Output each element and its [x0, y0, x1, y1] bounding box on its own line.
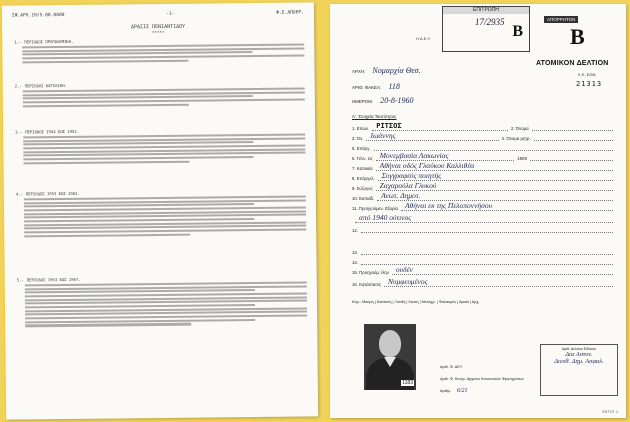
form-row-value: Μονεμβασία Λακωνίας — [379, 151, 449, 160]
form-row-value-field — [366, 131, 498, 141]
footer-row-label: Αριθ. Φ. Κεντρ. Αρχείου Κοινωνικών Φρονημάτων — [440, 377, 524, 381]
form-row — [352, 213, 616, 223]
signature-line-2: Διευθ. Δημ. Ασφαλ. — [554, 358, 604, 365]
header-page-number: -1- — [166, 11, 175, 17]
typed-text-line — [25, 319, 255, 324]
form-row-label-secondary: 2. Όνομα — [510, 126, 529, 131]
form-row-value-field — [361, 226, 613, 233]
form-row — [352, 131, 616, 141]
form-row-label: 10. Εκπαίδ. — [352, 196, 375, 201]
form-row — [352, 201, 616, 211]
form-row-value-field — [374, 144, 613, 151]
physical-check-row: Κόμ.: Μαύρη | Καστανή | Ξανθή | Λευκή | Μελαχρ. | Φαλακρός | Αραιά | Αρχ. — [352, 300, 480, 304]
section-number: 2.- — [14, 83, 22, 89]
form-row — [352, 226, 616, 233]
form-row-label: 8. Επάγγελ. — [352, 176, 375, 181]
form-row-value-field — [401, 201, 613, 211]
form-row-label: 15. Προηγούμ. ίλην — [352, 270, 389, 275]
form-row-label: 11. Προηγούμεν. Εξορία — [352, 206, 398, 211]
form-code-label: Κ.Ε. ΕΘΝ. — [578, 72, 597, 77]
form-row-value-field — [376, 161, 613, 171]
form-title: ΑΤΟΜΙΚΟΝ ΔΕΛΤΙΟΝ — [536, 60, 609, 67]
form-row-label: 16. Κατάστασις — [352, 282, 382, 287]
form-row-label: 3. Όν. — [352, 136, 364, 141]
footer-row — [440, 376, 530, 382]
form-row-value-field — [376, 151, 515, 161]
date-value: 20-8-1960 — [380, 96, 414, 105]
form-row-value-field — [361, 258, 613, 265]
form-row-label: 9. Σύζυγος — [352, 186, 373, 191]
form-row-value: Συγγραφεύς ποιητής — [381, 171, 442, 180]
stamp-haeu: Η.Α.Ε.Υ. — [416, 36, 431, 41]
fakelos-label: ΑΡΙΘ. ΦΑΚΕΛ. — [352, 85, 382, 90]
typed-text-line — [23, 160, 189, 164]
category-b-letter: B — [570, 24, 585, 49]
form-row-value-field — [378, 171, 613, 181]
form-row — [352, 248, 616, 255]
typed-text-line — [24, 233, 190, 237]
signature-label: Αριθ. Δελτίου Ειδικών — [561, 347, 597, 351]
form-row-secondary-field — [530, 154, 613, 161]
document-title: ΔΡΑΣΙΣ ΠΕΝΙΑΝΤΙΔΟΥ — [130, 23, 186, 31]
form-row-value-field — [372, 124, 508, 131]
header-classification: Φ.Ε.ΑΠΟΡΡ. — [276, 10, 304, 16]
footer-row-value: 6/21 — [456, 388, 468, 394]
section-number: 5.- — [16, 277, 24, 283]
typed-section — [14, 36, 304, 64]
form-row — [352, 161, 616, 171]
date-label: ΗΜΕΡΟΜ. — [352, 99, 373, 104]
form-row-value: Νυμφευμένος — [388, 277, 428, 286]
form-row-value: Αθήναι εκ της Πελοποννήσου — [404, 201, 493, 210]
page-code: ΕΝΤΥΠ. 1 — [602, 410, 618, 414]
section-title: ΠΕΡΙΟΔΟΣ 1944 ΕΩΣ 1952. — [25, 128, 80, 135]
section-number: 4.- — [15, 191, 23, 197]
form-row-value: Αθήναι οδός Γλαύκου Καλλιθέα — [379, 161, 475, 170]
footer-row — [440, 364, 469, 370]
form-row — [352, 144, 616, 151]
typed-text-line — [23, 156, 253, 161]
stamp-band: ΕΠΙΤΡΟΠΗ — [443, 7, 529, 14]
form-row-label: 7. Κατοικία — [352, 166, 373, 171]
footer-row — [440, 388, 468, 394]
section-a-title: Α'. Στοιχεία Ταυτότητος — [352, 114, 397, 119]
typed-section — [15, 80, 305, 108]
signature-line-1: Δια Αστυν. — [565, 351, 593, 358]
header-left-ref: ΣΦ.ΑΡΧ.10/5.00.0000 — [11, 12, 65, 19]
form-row-label: 1. Επών. — [352, 126, 370, 131]
form-row-value-field — [376, 181, 613, 191]
form-row — [352, 124, 616, 131]
form-row-value: ΡΙΤΣΟΣ — [376, 122, 402, 130]
form-row-value-field — [392, 265, 613, 275]
form-row — [352, 181, 616, 191]
fakelos-row — [352, 82, 400, 91]
form-row-value-field — [361, 248, 613, 255]
fakelos-value: 118 — [388, 82, 400, 91]
form-row — [352, 277, 616, 287]
form-row — [352, 171, 616, 181]
form-row — [352, 265, 616, 275]
form-row-label: 5. Επάγγ. — [352, 146, 371, 151]
form-row — [352, 151, 616, 161]
arxi-value: Νομαρχία Θεσ. — [372, 66, 421, 75]
form-row-label: 14. — [352, 260, 358, 265]
form-row-secondary-field — [532, 124, 613, 131]
typed-text-line — [25, 323, 191, 327]
photo-head — [379, 330, 401, 357]
form-row-value-field — [377, 191, 613, 201]
form-row-value: Ιωάννης — [370, 131, 396, 140]
form-row-label: 12. — [352, 228, 358, 233]
section-title: ΠΕΡΙΟΔΟΣ 1953 ΕΩΣ 1962. — [25, 190, 80, 197]
arxi-label: ΑΡΧΗ: — [352, 69, 366, 74]
form-row — [352, 258, 616, 265]
typed-text-line — [23, 103, 189, 107]
section-number: 3.- — [15, 129, 23, 135]
typed-section — [17, 274, 308, 328]
id-photo — [364, 324, 416, 390]
stamp-handwritten-number: 17/2935 — [475, 17, 505, 27]
left-page-document — [2, 2, 318, 419]
section-number: 1.- — [14, 39, 22, 45]
form-row-value: από 1940 ούτινος — [359, 213, 412, 222]
typed-text-line — [22, 59, 188, 63]
typed-section — [15, 126, 305, 165]
form-row-secondary-field — [534, 134, 613, 141]
arxi-row — [352, 66, 421, 75]
section-title: ΠΕΡΙΟΔΟΣ ΠΡΟΠΟΛΕΜΙΚΗ. — [24, 38, 74, 45]
section-title: ΠΕΡΙΟΔΟΣ 1963 ΕΩΣ 1967. — [26, 276, 81, 283]
aporrito-label: ΑΠΟΡΡΗΤΟΝ — [544, 16, 578, 23]
registry-stamp — [442, 6, 530, 52]
document-title-underline: ***** — [151, 29, 165, 36]
form-row-label-secondary: 1909 — [517, 156, 527, 161]
form-row-value: Ανωτ. Δημοτ. — [381, 191, 421, 200]
photo-number-tag: 1183 — [402, 380, 413, 386]
signature-box — [540, 344, 618, 396]
right-page-form — [330, 4, 626, 418]
form-row-value: Ζαχαρούλα Γλυκού — [379, 181, 437, 190]
footer-row-label: Αριθ. Φ. ΔΕΥ. — [440, 365, 463, 369]
form-row-label: 6. Γένν. εις — [352, 156, 373, 161]
date-row — [352, 96, 414, 105]
stamp-letter: B — [512, 23, 523, 40]
form-row-value-field — [384, 277, 613, 287]
typed-section — [16, 188, 306, 238]
form-row-label: 13. — [352, 250, 358, 255]
footer-row-label: Αριθμ. — [440, 389, 451, 393]
form-code-number: 21313 — [576, 80, 603, 88]
form-row — [352, 191, 616, 201]
form-row-value-field — [355, 213, 613, 223]
form-row-label-secondary: 4. Όνομα μητρ. — [501, 136, 531, 141]
left-header — [12, 10, 304, 18]
form-row-value: ουδέν — [395, 265, 413, 274]
section-title: ΠΕΡΙΟΔΟΣ ΚΑΤΟΧΙΚΗ. — [24, 82, 67, 89]
